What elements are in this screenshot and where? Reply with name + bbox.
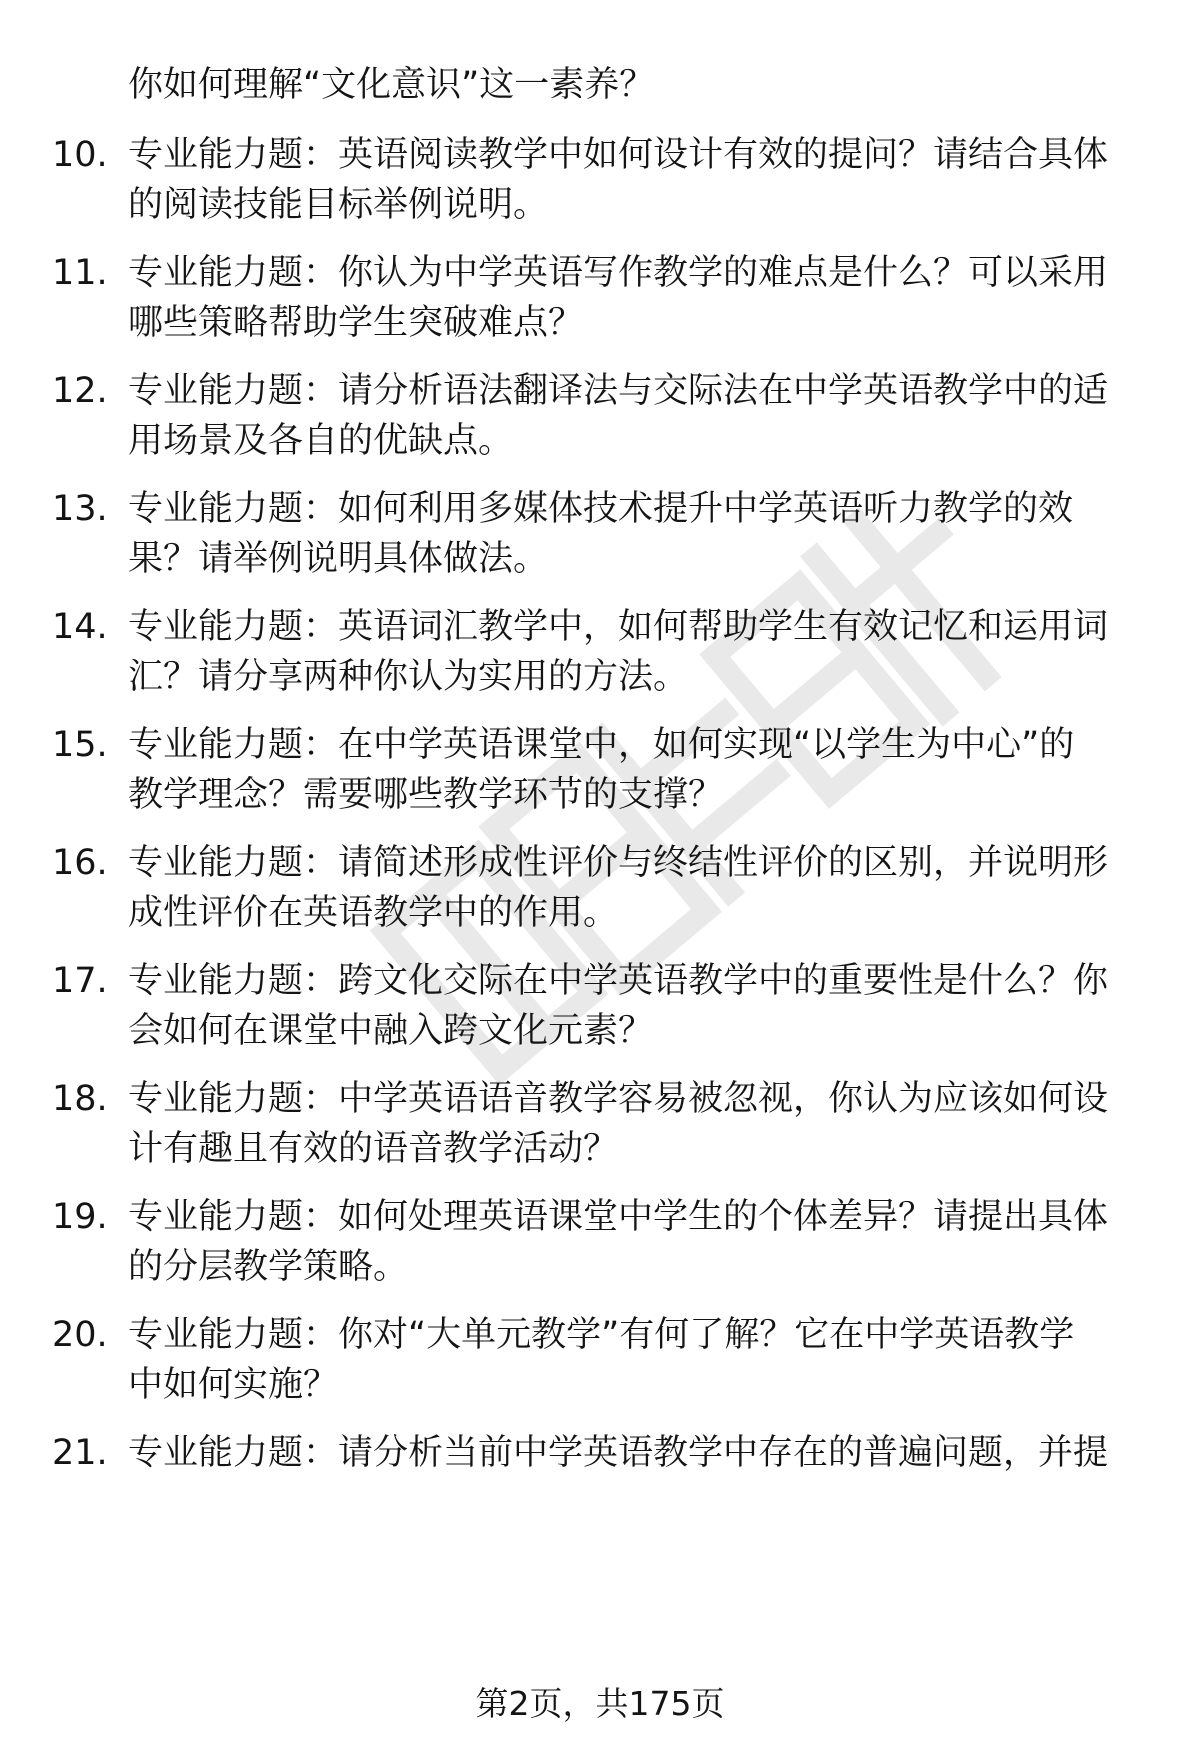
question-text [128,1074,1138,1174]
question-text-line: 专业能力题：跨文化交际在中学英语教学中的重要性是什么？你 [128,961,1109,1001]
question-text-line: 专业能力题：在中学英语课堂中，如何实现“以学生为中心”的 [128,725,1075,765]
question-text [128,484,1138,584]
question-number: 14. [52,607,108,647]
question-text-line: 专业能力题：英语阅读教学中如何设计有效的提问？请结合具体 [128,135,1109,175]
question-text-line: 专业能力题：请简述形成性评价与终结性评价的区别，并说明形 [128,843,1109,883]
question-text-line: 专业能力题：请分析当前中学英语教学中存在的普遍问题，并提 [128,1433,1109,1473]
question-text-line: 果？请举例说明具体做法。 [128,539,549,579]
question-text-line: 用场景及各自的优缺点。 [128,421,514,461]
question-text-line: 专业能力题：你认为中学英语写作教学的难点是什么？可以采用 [128,253,1109,293]
question-text-line: 的分层教学策略。 [128,1247,409,1287]
question-text-line: 专业能力题：你对“大单元教学”有何了解？它在中学英语教学 [128,1315,1075,1355]
question-text-line: 专业能力题：英语词汇教学中，如何帮助学生有效记忆和运用词 [128,607,1109,647]
question-number: 19. [52,1197,108,1237]
question-number: 16. [52,843,108,883]
question-text [128,366,1138,466]
question-text-line: 教学理念？需要哪些教学环节的支撑？ [128,775,724,815]
question-text [128,1192,1138,1292]
question-text [128,1310,1138,1410]
question-number: 11. [52,253,108,293]
question-text-line: 哪些策略帮助学生突破难点？ [128,303,584,343]
question-text [128,248,1138,348]
question-text-line: 专业能力题：如何处理英语课堂中学生的个体差异？请提出具体 [128,1197,1109,1237]
page-footer: 第2页，共175页 [475,1684,725,1723]
continuation-line: 你如何理解“文化意识”这一素养？ [128,65,655,105]
question-text-line: 专业能力题：中学英语语音教学容易被忽视，你认为应该如何设 [128,1079,1109,1119]
question-text [128,602,1138,702]
question-text-line: 中如何实施？ [128,1365,339,1405]
question-text-line: 会如何在课堂中融入跨文化元素？ [128,1011,654,1051]
question-number: 18. [52,1079,108,1119]
question-text-line: 的阅读技能目标举例说明。 [128,185,549,225]
question-number: 13. [52,489,108,529]
question-text [128,838,1138,938]
question-text [128,720,1138,820]
question-text [128,1428,1138,1478]
question-number: 17. [52,961,108,1001]
question-text-line: 汇？请分享两种你认为实用的方法。 [128,657,689,697]
question-text-line: 成性评价在英语教学中的作用。 [128,893,619,933]
question-text-line: 专业能力题：如何利用多媒体技术提升中学英语听力教学的效 [128,489,1074,529]
question-number: 21. [52,1433,108,1473]
question-number: 15. [52,725,108,765]
question-text [128,956,1138,1056]
question-number: 10. [52,135,108,175]
question-text-line: 专业能力题：请分析语法翻译法与交际法在中学英语教学中的适 [128,371,1109,411]
question-number: 12. [52,371,108,411]
question-number: 20. [52,1315,108,1355]
question-text-line: 计有趣且有效的语音教学活动？ [128,1129,619,1169]
question-text [128,130,1138,230]
